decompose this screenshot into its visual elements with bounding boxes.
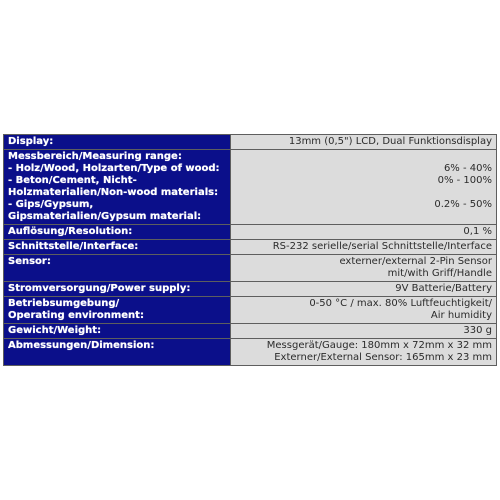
value-line: 0.2% - 50%: [434, 199, 492, 210]
value-line: mit/with Griff/Handle: [387, 268, 492, 279]
row-label: [4, 240, 231, 255]
specification-table: [3, 134, 497, 366]
table-row-display: [4, 135, 497, 150]
value-line: 0% - 100%: [437, 175, 492, 186]
row-value: [231, 324, 497, 339]
value-line: Air humidity: [430, 310, 492, 321]
label-line: Gipsmaterialien/Gypsum material:: [8, 211, 202, 222]
row-value: [231, 255, 497, 282]
row-label: [4, 150, 231, 225]
label-line: - Beton/Cement, Nicht-: [8, 175, 137, 186]
label-line: Betriebsumgebung/: [8, 298, 120, 309]
table-row-weight: [4, 324, 497, 339]
row-label: [4, 297, 231, 324]
label-line: Sensor:: [8, 256, 51, 267]
table-row-interface: [4, 240, 497, 255]
label-line: Operating environment:: [8, 310, 144, 321]
value-line: 13mm (0,5") LCD, Dual Funktionsdisplay: [288, 136, 492, 147]
row-label: [4, 339, 231, 366]
value-line: RS-232 serielle/serial Schnittstelle/Interface: [272, 241, 492, 252]
table-row-power-supply: [4, 282, 497, 297]
value-line: 6% - 40%: [443, 163, 492, 174]
value-line: 330 g: [463, 325, 492, 336]
table-row-dimension: [4, 339, 497, 366]
label-line: Stromversorgung/Power supply:: [8, 283, 191, 294]
row-value: [231, 225, 497, 240]
table-row-measuring-range: [4, 150, 497, 225]
value-line: externer/external 2-Pin Sensor: [339, 256, 492, 267]
table-row-operating-environment: [4, 297, 497, 324]
value-line: Externer/External Sensor: 165mm x 23 mm: [274, 352, 492, 363]
row-label: [4, 225, 231, 240]
label-line: Display:: [8, 136, 54, 147]
row-label: [4, 282, 231, 297]
row-value: [231, 339, 497, 366]
row-value: [231, 297, 497, 324]
label-line: Messbereich/Measuring range:: [8, 151, 182, 162]
row-value: [231, 135, 497, 150]
label-line: - Holz/Wood, Holzarten/Type of wood:: [8, 163, 220, 174]
row-value: [231, 282, 497, 297]
label-line: - Gips/Gypsum,: [8, 199, 94, 210]
row-label: [4, 255, 231, 282]
label-line: Holzmaterialien/Non-wood materials:: [8, 187, 219, 198]
label-line: Schnittstelle/Interface:: [8, 241, 139, 252]
table-row-sensor: [4, 255, 497, 282]
row-value: [231, 240, 497, 255]
label-line: Abmessungen/Dimension:: [8, 340, 155, 351]
label-line: Auflösung/Resolution:: [8, 226, 133, 237]
row-value: [231, 150, 497, 225]
row-label: [4, 135, 231, 150]
value-line: Messgerät/Gauge: 180mm x 72mm x 32 mm: [266, 340, 492, 351]
value-line: 0-50 °C / max. 80% Luftfeuchtigkeit/: [309, 298, 492, 309]
value-line: 9V Batterie/Battery: [395, 283, 492, 294]
label-line: Gewicht/Weight:: [8, 325, 102, 336]
value-line: 0,1 %: [463, 226, 492, 237]
table-row-resolution: [4, 225, 497, 240]
row-label: [4, 324, 231, 339]
